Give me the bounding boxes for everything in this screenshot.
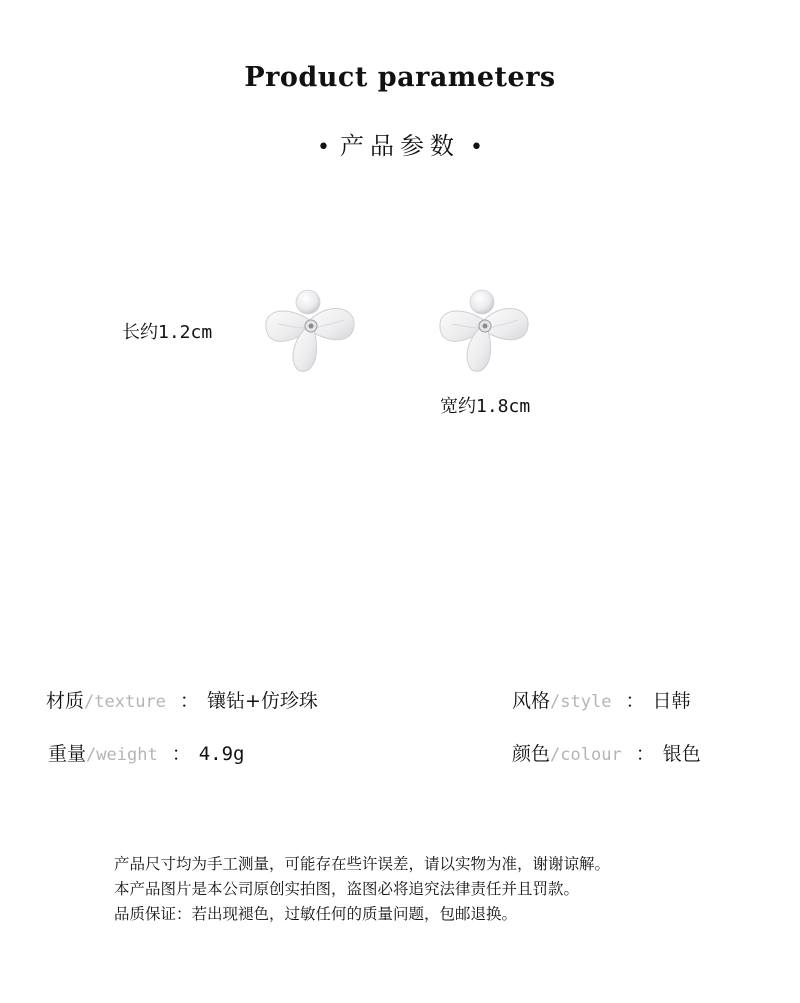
subtitle-text: 产品参数 (340, 132, 460, 160)
notes-block (114, 852, 754, 927)
param-style-value: 日韩 (652, 690, 691, 712)
param-color (512, 739, 701, 766)
param-weight-label: 重量 (48, 743, 87, 765)
param-style-separator: / (550, 692, 561, 712)
param-color-separator: / (550, 745, 561, 765)
note-line: 品质保证：若出现褪色，过敏任何的质量问题，包邮退换。 (114, 905, 518, 923)
note-line: 本产品图片是本公司原创实拍图，盗图必将追究法律责任并且罚款。 (114, 880, 580, 898)
page-subtitle (0, 126, 800, 161)
earring-back-image (432, 286, 536, 376)
earring-front-image (258, 286, 362, 376)
param-material-label: 材质 (46, 690, 85, 712)
param-color-value: 银色 (662, 743, 701, 765)
param-weight-label-en: weight (96, 745, 158, 765)
param-material-separator: / (84, 692, 95, 712)
param-material-value: 镶钻+仿珍珠 (206, 690, 318, 712)
param-color-colon: ： (635, 743, 655, 765)
param-weight-value: 4.9g (198, 743, 245, 765)
page-title: Product parameters (244, 62, 556, 93)
param-weight-colon: ： (171, 743, 191, 765)
param-material (46, 686, 318, 713)
bullet-dot-left: • (317, 135, 330, 160)
width-label: 宽约1.8cm (440, 396, 531, 417)
param-style (512, 686, 690, 713)
param-color-label: 颜色 (512, 743, 551, 765)
length-label: 长约1.2cm (122, 322, 213, 343)
param-weight-separator: / (86, 745, 97, 765)
bullet-dot-right: • (470, 135, 483, 160)
param-style-label-en: style (560, 692, 612, 712)
param-material-label-en: texture (94, 692, 166, 712)
note-line: 产品尺寸均为手工测量，可能存在些许误差，请以实物为准，谢谢谅解。 (114, 855, 611, 873)
param-weight (48, 739, 244, 766)
param-material-colon: ： (179, 690, 199, 712)
param-color-label-en: colour (560, 745, 622, 765)
param-style-colon: ： (625, 690, 645, 712)
param-style-label: 风格 (512, 690, 551, 712)
